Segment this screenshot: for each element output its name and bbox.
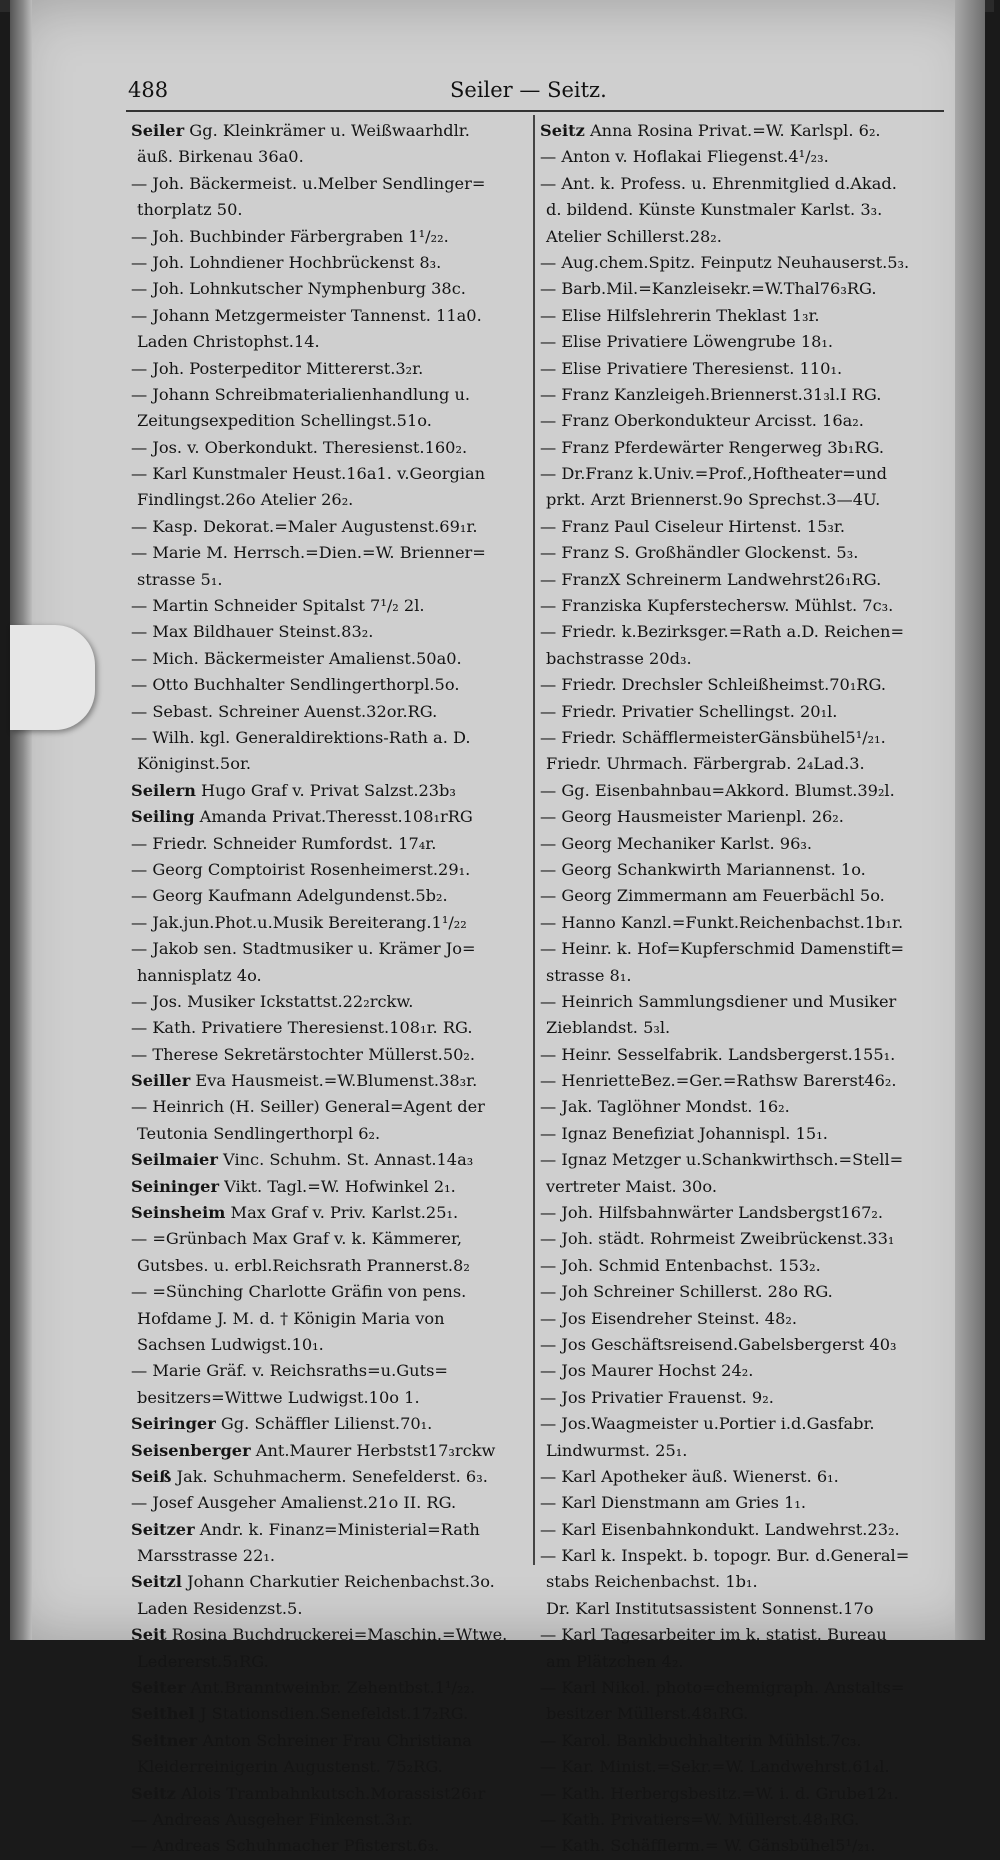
entry-line: — Therese Sekretärstochter Müllerst.50₂.	[131, 1044, 476, 1064]
entry-line: — Georg Zimmermann am Feuerbächl 5o.	[540, 886, 885, 906]
entry-line: hannisplatz 4o.	[137, 965, 262, 985]
entry-line: — Franz Pferdewärter Rengerweg 3b₁RG.	[540, 437, 885, 457]
entry-line: — Georg Kaufmann Adelgundenst.5b₂.	[131, 886, 448, 906]
next-page-edge	[955, 0, 985, 1640]
entry-line: — Jos. v. Oberkondukt. Theresienst.160₂.	[131, 437, 468, 457]
entry-line: — Kath. Privatiers=W. Müllerst.48₁RG.	[540, 1810, 860, 1829]
entry-line: — Heinrich Sammlungsdiener und Musiker	[540, 991, 897, 1011]
entry-line: strasse 5₁.	[137, 569, 223, 589]
left-column	[131, 118, 526, 1860]
entry-line: — Joh. Buchbinder Färbergraben 1¹/₂₂.	[131, 226, 449, 246]
entry-line: — Joh. Posterpeditor Mittererst.3₂r.	[131, 358, 424, 378]
entry-line: — Joh. Hilfsbahnwärter Landsbergst167₂.	[540, 1203, 884, 1223]
entry-line: — Franz Oberkondukteur Arcisst. 16a₂.	[540, 411, 864, 431]
entry-line: — Johann Schreibmaterialienhandlung u.	[131, 384, 471, 404]
book-binding	[10, 0, 32, 1640]
entry-line: — Friedr. Privatier Schellingst. 20₁l.	[540, 701, 838, 721]
entry-line: — Franziska Kupferstechersw. Mühlst. 7c₃.	[540, 596, 894, 616]
entry-line: — Aug.chem.Spitz. Feinputz Neuhauserst.5₃.	[540, 252, 910, 272]
entry-line: — Karol. Bankbuchhalterin Mühlst.7c₃.	[540, 1730, 862, 1750]
entry-line: — Ignaz Metzger u.Schankwirthsch.=Stell=	[540, 1150, 904, 1170]
entry-line: — Elise Privatiere Theresienst. 110₁.	[540, 358, 843, 378]
entry-line: — Kar. Minist.=Sekr.=W. Landwehrst.61₄l.	[540, 1757, 890, 1777]
entry-line: — Joh. Schmid Entenbachst. 153₂.	[540, 1255, 821, 1275]
entry-line: — Georg Schankwirth Mariannenst. 1o.	[540, 859, 866, 879]
entry-line: — Jos. Musiker Ickstattst.22₂rckw.	[131, 991, 414, 1011]
entry-line: äuß. Birkenau 36a0.	[137, 147, 304, 167]
entry-line: prkt. Arzt Briennerst.9o Sprechst.3—4U.	[546, 490, 881, 510]
running-head: Seiler — Seitz.	[450, 78, 607, 102]
entry-line: — Franz Kanzleigeh.Briennerst.31₃l.I RG.	[540, 384, 882, 404]
entry-line: — Anton v. Hoflakai Fliegenst.4¹/₂₃.	[540, 147, 829, 167]
entry-line: — Karl Apotheker äuß. Wienerst. 6₁.	[540, 1466, 839, 1486]
entry-line: — Sebast. Schreiner Auenst.32or.RG.	[131, 701, 438, 721]
entry-line: — Hanno Kanzl.=Funkt.Reichenbachst.1b₁r.	[540, 912, 904, 932]
entry-line: — Georg Hausmeister Marienpl. 26₂.	[540, 807, 844, 827]
entry-line: vertreter Maist. 30o.	[546, 1176, 717, 1196]
entry-line: — Jos Geschäftsreisend.Gabelsbergerst 40₃	[540, 1334, 897, 1354]
entry-line: Friedr. Uhrmach. Färbergrab. 2₄Lad.3.	[546, 754, 865, 774]
entry-line: Laden Christophst.14.	[137, 332, 320, 352]
entry-line: — Heinrich (H. Seiller) General=Agent der	[131, 1097, 485, 1117]
entry-line: — Kath. Privatiere Theresienst.108₁r. RG.	[131, 1018, 473, 1038]
entry-line: d. bildend. Künste Kunstmaler Karlst. 3₃.	[546, 200, 883, 220]
entry-line: Hofdame J. M. d. † Königin Maria von	[137, 1308, 445, 1328]
entry-line: — Karl Kunstmaler Heust.16a1. v.Georgian	[131, 464, 486, 484]
entry-line: Dr. Karl Institutsassistent Sonnenst.17o	[546, 1598, 874, 1618]
entry-line: strasse 8₁.	[546, 965, 632, 985]
entry-line: — Franz Paul Ciseleur Hirtenst. 15₃r.	[540, 516, 845, 536]
entry-line: Seitz Alois Trambahnkutsch.Morassist26₁r	[131, 1783, 486, 1803]
entry-line: — Otto Buchhalter Sendlingerthorpl.5o.	[131, 675, 460, 695]
entry-line: — Joh. städt. Rohrmeist Zweibrückenst.33₁	[540, 1229, 895, 1249]
entry-line: Seiter Ant.Branntweinbr. Zehentbst.1¹/₂₂.	[131, 1678, 476, 1698]
directory-page	[10, 0, 985, 1856]
entry-line: — =Sünching Charlotte Gräfin von pens.	[131, 1282, 467, 1302]
right-column	[540, 118, 938, 1860]
entry-line: — Elise Hilfslehrerin Theklast 1₃r.	[540, 305, 820, 325]
entry-line: — Gg. Eisenbahnbau=Akkord. Blumst.39₂l.	[540, 780, 895, 800]
entry-line: — Jos Maurer Hochst 24₂.	[540, 1361, 754, 1381]
entry-line: — Dr.Franz k.Univ.=Prof.,Hoftheater=und	[540, 464, 887, 484]
entry-line: — Marie M. Herrsch.=Dien.=W. Brienner=	[131, 543, 486, 563]
entry-line: stabs Reichenbachst. 1b₁.	[546, 1572, 758, 1592]
entry-line: — Heinr. Sesselfabrik. Landsbergerst.155₁.	[540, 1044, 896, 1064]
entry-line: — Max Bildhauer Steinst.83₂.	[131, 622, 374, 642]
entry-line: — Kath. Herbergsbesitz.=W. i. d. Grube12₁.	[540, 1783, 899, 1803]
entry-line: — Elise Privatiere Löwengrube 18₁.	[540, 332, 834, 352]
entry-line: — Friedr. SchäfflermeisterGänsbühel5¹/₂₁.	[540, 727, 886, 747]
entry-line: — Jos Privatier Frauenst. 9₂.	[540, 1387, 774, 1407]
entry-line: besitzer Müllerst.48₁RG.	[546, 1704, 749, 1724]
entry-line: Zieblandst. 5₃l.	[546, 1018, 671, 1038]
entry-line: Laden Residenzst.5.	[137, 1598, 303, 1618]
entry-line: Seiling Amanda Privat.Theresst.108₁rRG	[131, 807, 473, 827]
entry-line: Seitzer Andr. k. Finanz=Ministerial=Rath	[131, 1519, 480, 1539]
entry-line: — FranzX Schreinerm Landwehrst26₁RG.	[540, 569, 882, 589]
entry-line: — Friedr. Schneider Rumfordst. 17₄r.	[131, 833, 437, 853]
entry-line: — Kath. Schäfflerm.= W. Gänsbühel5¹/₂₁.	[540, 1836, 876, 1856]
entry-line: Seisenberger Ant.Maurer Herbstst17₃rckw	[131, 1440, 496, 1460]
entry-line: besitzers=Wittwe Ludwigst.10o 1.	[137, 1387, 420, 1407]
entry-line: — Karl Eisenbahnkondukt. Landwehrst.23₂.	[540, 1519, 900, 1539]
entry-line: — Jos Eisendreher Steinst. 48₂.	[540, 1308, 798, 1328]
entry-line: bachstrasse 20d₃.	[546, 648, 692, 668]
entry-line: — Johann Metzgermeister Tannenst. 11a0.	[131, 305, 482, 325]
page-number: 488	[128, 78, 169, 102]
entry-line: Seinsheim Max Graf v. Priv. Karlst.25₁.	[131, 1203, 459, 1223]
entry-line: am Plätzchen 4₂.	[546, 1651, 684, 1671]
entry-line: — Joh Schreiner Schillerst. 28o RG.	[540, 1282, 833, 1302]
entry-line: — Heinr. k. Hof=Kupferschmid Damenstift=	[540, 939, 905, 959]
entry-line: Lindwurmst. 25₁.	[546, 1440, 688, 1460]
entry-line: — Georg Mechaniker Karlst. 96₃.	[540, 833, 813, 853]
entry-line: — Mich. Bäckermeister Amalienst.50a0.	[131, 648, 462, 668]
entry-line: — Friedr. k.Bezirksger.=Rath a.D. Reichen=	[540, 622, 905, 642]
entry-line: Seitner Anton Schreiner Frau Christiana	[131, 1730, 472, 1750]
entry-line: — Ignaz Benefiziat Johannispl. 15₁.	[540, 1123, 828, 1143]
entry-line: — Joh. Lohndiener Hochbrückenst 8₃.	[131, 252, 442, 272]
entry-line: Seilmaier Vinc. Schuhm. St. Annast.14a₃	[131, 1150, 474, 1170]
page-clip	[10, 625, 95, 730]
entry-line: — Karl Nikol. photo=chemigraph. Anstalts=	[540, 1678, 905, 1698]
entry-line: thorplatz 50.	[137, 200, 243, 220]
entry-line: Seiringer Gg. Schäffler Lilienst.70₁.	[131, 1414, 433, 1434]
entry-line: — Joh. Bäckermeist. u.Melber Sendlinger=	[131, 173, 486, 193]
entry-line: — HenrietteBez.=Ger.=Rathsw Barerst46₂.	[540, 1071, 897, 1091]
entry-line: Seiß Jak. Schuhmacherm. Senefelderst. 6₃.	[131, 1466, 488, 1486]
entry-line: — Friedr. Drechsler Schleißheimst.70₁RG.	[540, 675, 886, 695]
entry-line: — Marie Gräf. v. Reichsraths=u.Guts=	[131, 1361, 448, 1381]
header-rule	[126, 110, 944, 112]
entry-line: — Joh. Lohnkutscher Nymphenburg 38c.	[131, 279, 466, 299]
entry-line: Seitz Anna Rosina Privat.=W. Karlspl. 6₂.	[540, 121, 881, 140]
entry-line: Seilern Hugo Graf v. Privat Salzst.23b₃	[131, 780, 456, 800]
entry-line: — Karl Dienstmann am Gries 1₁.	[540, 1493, 807, 1513]
entry-line: Findlingst.26o Atelier 26₂.	[137, 490, 354, 510]
entry-line: Seit Rosina Buchdruckerei=Maschin.=Wtwe.	[131, 1625, 508, 1645]
entry-line: Seiler Gg. Kleinkrämer u. Weißwaarhdlr.	[131, 121, 470, 140]
entry-line: — Kasp. Dekorat.=Maler Augustenst.69₁r.	[131, 516, 478, 536]
entry-line: — =Grünbach Max Graf v. k. Kämmerer,	[131, 1229, 463, 1249]
entry-line: Seiller Eva Hausmeist.=W.Blumenst.38₃r.	[131, 1071, 478, 1091]
entry-line: Seininger Vikt. Tagl.=W. Hofwinkel 2₁.	[131, 1176, 456, 1196]
entry-line: — Andreas Ausgeher Finkenst.3₁r.	[131, 1810, 413, 1829]
entry-line: Gutsbes. u. erbl.Reichsrath Prannerst.8₂	[137, 1255, 470, 1275]
entry-line: Teutonia Sendlingerthorpl 6₂.	[137, 1123, 381, 1143]
entry-line: — Barb.Mil.=Kanzleisekr.=W.Thal76₃RG.	[540, 279, 877, 299]
entry-line: Seithel J Stationsdien.Senefeldst.17₂RG.	[131, 1704, 469, 1724]
entry-line: — Karl k. Inspekt. b. topogr. Bur. d.General=	[540, 1546, 910, 1566]
entry-line: Atelier Schillerst.28₂.	[546, 226, 722, 246]
entry-line: — Andreas Schuhmacher Pfisterst.6₃.	[131, 1836, 440, 1856]
entry-line: Seitzl Johann Charkutier Reichenbachst.3o.	[131, 1572, 495, 1592]
entry-line: — Karl Tagesarbeiter im k. statist. Bureau	[540, 1625, 887, 1645]
entry-line: — Ant. k. Profess. u. Ehrenmitglied d.Akad.	[540, 173, 897, 193]
entry-line: Sachsen Ludwigst.10₁.	[137, 1334, 324, 1354]
entry-line: Königinst.5or.	[137, 754, 252, 774]
entry-line: — Jakob sen. Stadtmusiker u. Krämer Jo=	[131, 939, 476, 959]
entry-line: — Martin Schneider Spitalst 7¹/₂ 2l.	[131, 596, 425, 616]
page-header	[10, 78, 985, 108]
entry-line: — Jak.jun.Phot.u.Musik Bereiterang.1¹/₂₂	[131, 912, 467, 932]
entry-line: — Franz S. Großhändler Glockenst. 5₃.	[540, 543, 859, 563]
entry-line: Ledererst.5₁RG.	[137, 1651, 269, 1671]
entry-line: Kleiderreinigerin Augustenst. 75₂RG.	[137, 1757, 443, 1777]
entry-line: — Wilh. kgl. Generaldirektions-Rath a. D.	[131, 727, 471, 747]
entry-line: — Georg Comptoirist Rosenheimerst.29₁.	[131, 859, 471, 879]
entry-line: — Josef Ausgeher Amalienst.21o II. RG.	[131, 1493, 457, 1513]
column-divider	[533, 115, 535, 1565]
entry-line: Zeitungsexpedition Schellingst.51o.	[137, 411, 432, 431]
entry-line: Marsstrasse 22₁.	[137, 1546, 276, 1566]
entry-line: — Jak. Taglöhner Mondst. 16₂.	[540, 1097, 790, 1117]
entry-line: — Jos.Waagmeister u.Portier i.d.Gasfabr.	[540, 1414, 875, 1434]
